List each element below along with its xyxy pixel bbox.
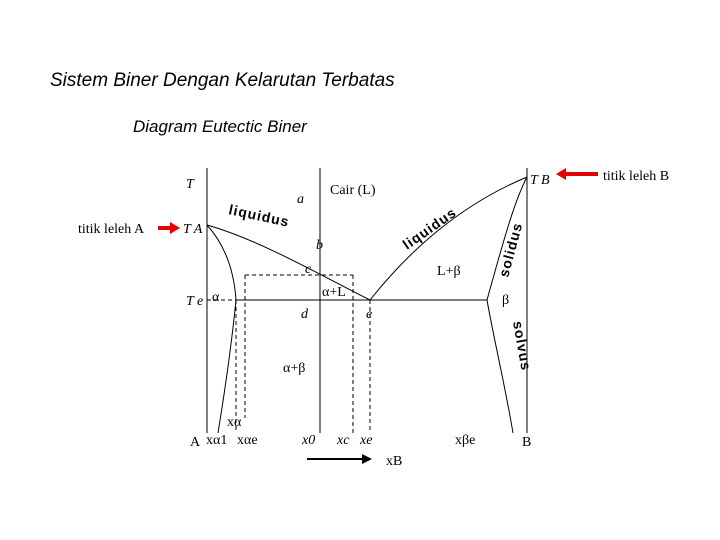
beta-region-label: β xyxy=(502,293,510,308)
point-d-label: d xyxy=(301,307,308,322)
arrow-b-icon xyxy=(556,168,598,180)
point-b-label: b xyxy=(316,238,323,253)
liquidus-left-label: liquidus xyxy=(227,201,292,230)
liquid-region-label: Cair (L) xyxy=(330,183,376,198)
titik-leleh-a-label: titik leleh A xyxy=(78,222,145,237)
solvus-right-curve xyxy=(487,300,513,433)
x-beta-e-label: xβe xyxy=(455,433,476,448)
composition-arrow-icon xyxy=(307,454,372,464)
liquidus-right-label: liquidus xyxy=(399,203,460,253)
solidus-left-curve xyxy=(207,225,236,300)
x-alpha-label: xα xyxy=(227,415,242,430)
l-beta-region-label: L+β xyxy=(437,264,461,279)
x0-label: x0 xyxy=(302,433,316,448)
xe-label: xe xyxy=(360,433,373,448)
solvus-right-label: solvus xyxy=(510,319,535,373)
x-alpha-e-label: xαe xyxy=(237,433,258,448)
arrow-a-icon xyxy=(158,222,180,234)
solidus-right-label: solidus xyxy=(495,220,526,279)
tb-label: T B xyxy=(530,173,550,188)
page-title: Sistem Biner Dengan Kelarutan Terbatas xyxy=(50,70,395,91)
xb-axis-label: xB xyxy=(386,454,403,469)
component-b-label: B xyxy=(522,435,532,450)
point-a-label: a xyxy=(297,192,304,207)
alpha-l-region-label: α+L xyxy=(322,285,346,300)
ta-label: T A xyxy=(183,222,203,237)
liquidus-right-curve xyxy=(370,177,527,300)
point-e-label: e xyxy=(366,307,373,322)
point-c-label: c xyxy=(305,262,312,277)
alpha-region-label: α xyxy=(212,290,220,305)
titik-leleh-b-label: titik leleh B xyxy=(603,169,670,184)
component-a-label: A xyxy=(190,435,201,450)
te-label: T e xyxy=(186,294,204,309)
solvus-left-curve xyxy=(218,300,236,433)
xc-label: xc xyxy=(337,433,350,448)
x-alpha1-label: xα1 xyxy=(206,433,228,448)
alpha-beta-region-label: α+β xyxy=(283,361,306,376)
diagram-title: Diagram Eutectic Biner xyxy=(133,117,307,136)
t-axis-label: T xyxy=(186,177,194,192)
